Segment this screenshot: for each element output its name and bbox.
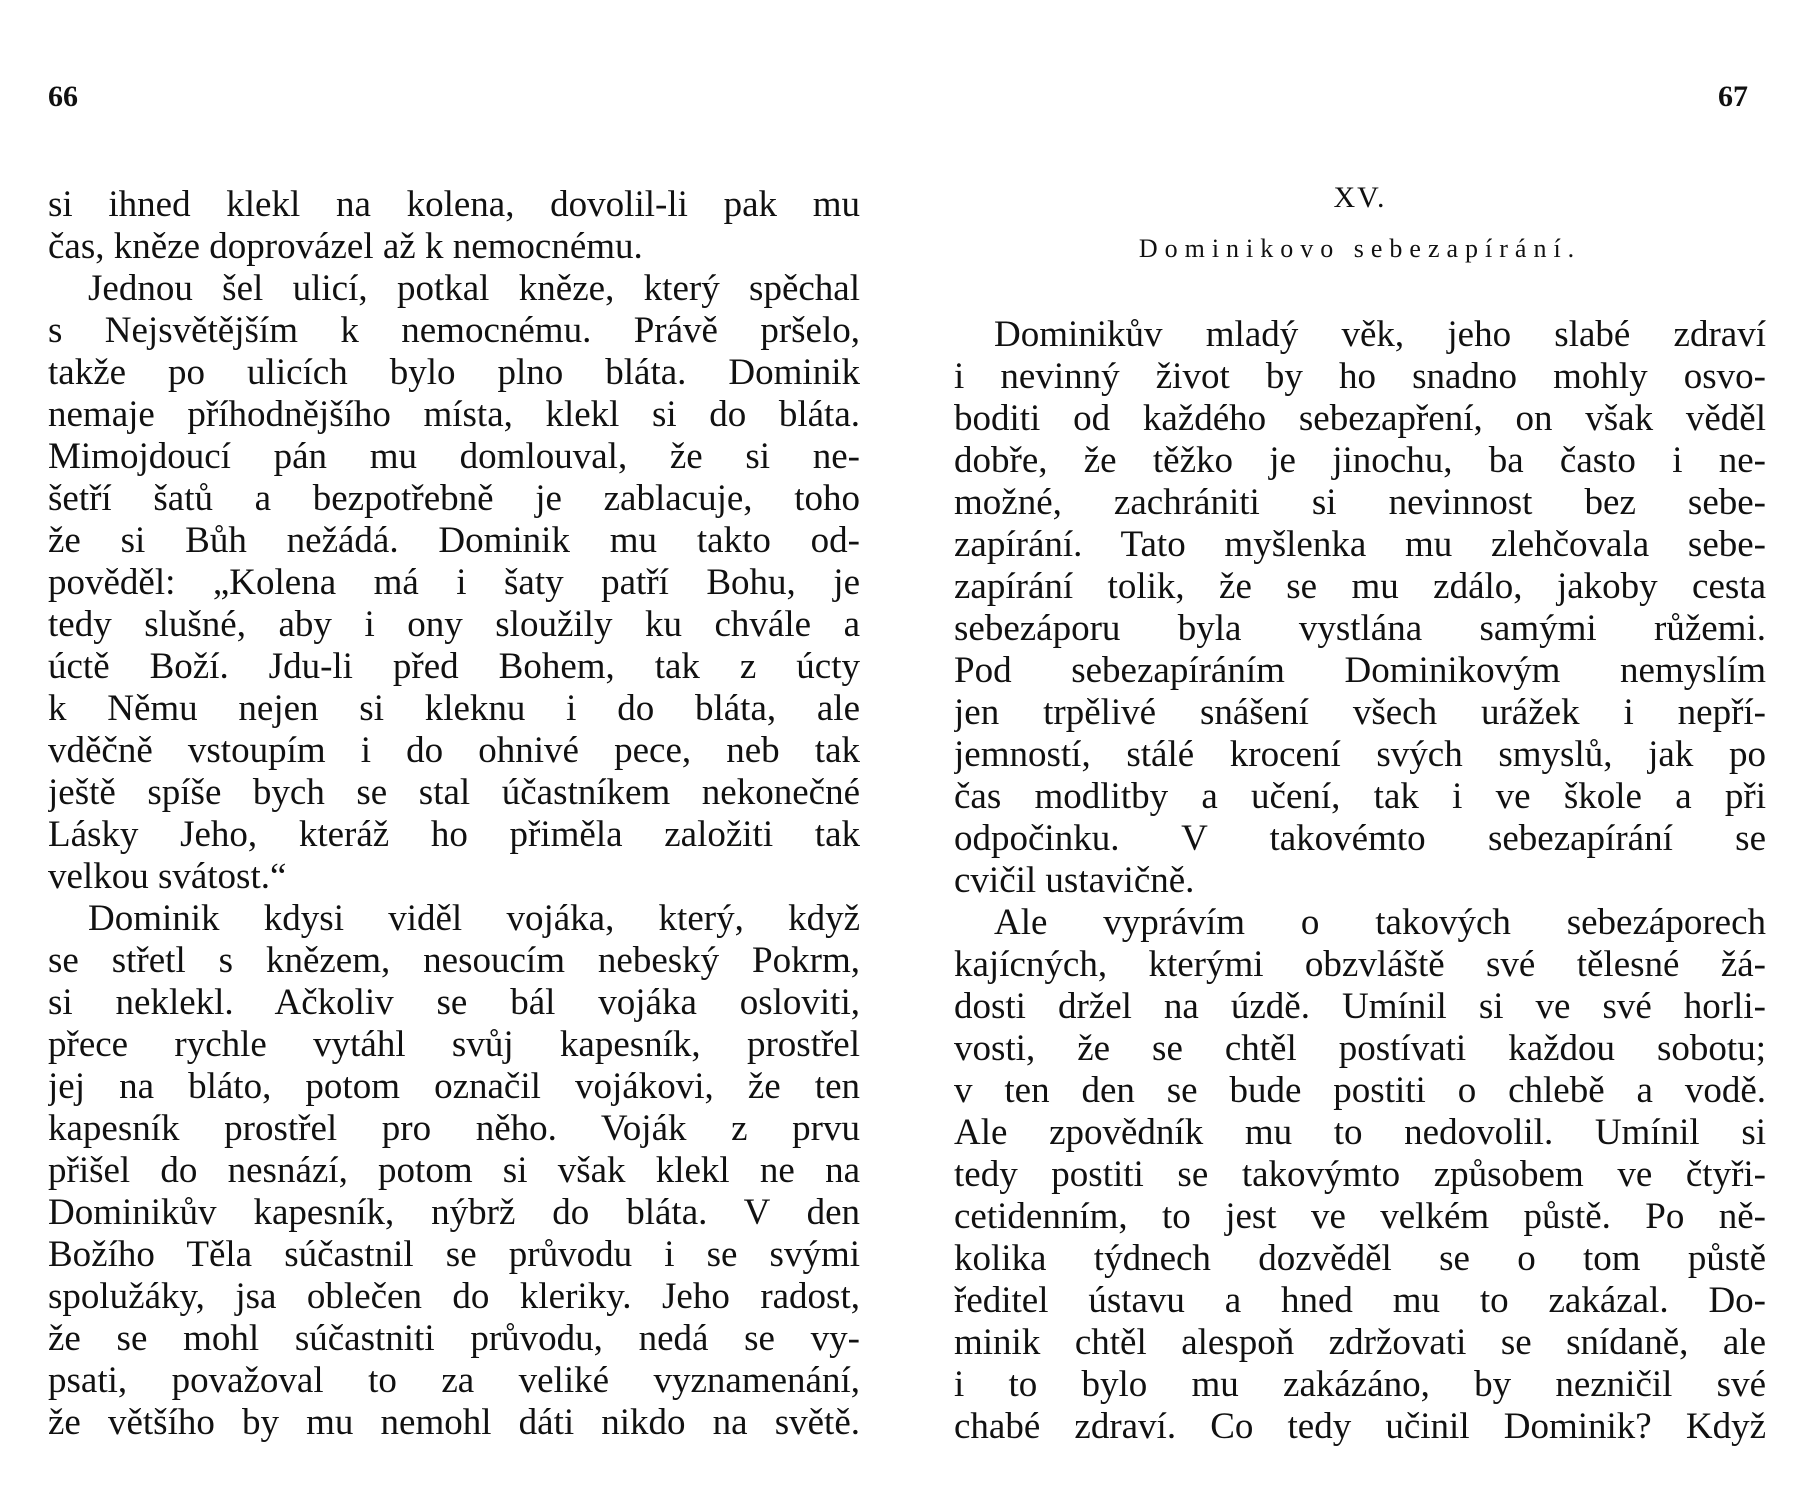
- text-line: ředitel ústavu a hned mu to zakázal. Do-: [954, 1280, 1766, 1321]
- text-line: ještě spíše bych se stal účastníkem nekonečné: [48, 772, 860, 813]
- text-line: dobře, že těžko je jinochu, ba často i ne-: [954, 440, 1766, 481]
- text-line: kajícných, kterými obzvláště své tělesné žá-: [954, 944, 1766, 985]
- text-line: Ale zpovědník mu to nedovolil. Umínil si: [954, 1112, 1766, 1153]
- text-line: Lásky Jeho, kteráž ho přiměla založiti tak: [48, 814, 860, 855]
- text-line: přišel do nesnází, potom si však klekl ne na: [48, 1150, 860, 1191]
- text-line: kolika týdnech dozvěděl se o tom půstě: [954, 1238, 1766, 1279]
- text-line: úctě Boží. Jdu-li před Bohem, tak z úcty: [48, 646, 860, 687]
- text-line: spolužáky, jsa oblečen do kleriky. Jeho radost,: [48, 1276, 860, 1317]
- text-line: nemaje příhodnějšího místa, klekl si do bláta.: [48, 394, 860, 435]
- text-line: Dominikův mladý věk, jeho slabé zdraví: [994, 314, 1766, 355]
- chapter-number: XV.: [1333, 181, 1387, 214]
- text-line: cetidenním, to jest ve velkém půstě. Po ně-: [954, 1196, 1766, 1237]
- text-line: že se mohl súčastniti průvodu, nedá se vy-: [48, 1318, 860, 1359]
- text-line: vděčně vstoupím i do ohnivé pece, neb tak: [48, 730, 860, 771]
- text-line: jen trpělivé snášení všech urážek i nepří-: [954, 692, 1766, 733]
- page-number-left: 66: [48, 80, 78, 113]
- text-line: jemností, stálé krocení svých smyslů, jak po: [954, 734, 1766, 775]
- text-line: čas, kněze doprovázel až k nemocnému.: [48, 226, 643, 267]
- text-line: v ten den se bude postiti o chlebě a vodě.: [954, 1070, 1766, 1111]
- text-line: Ale vyprávím o takových sebezáporech: [994, 902, 1766, 943]
- text-line: Pod sebezapíráním Dominikovým nemyslím: [954, 650, 1766, 691]
- text-line: cvičil ustavičně.: [954, 860, 1195, 901]
- text-line: psati, považoval to za veliké vyznamenání,: [48, 1360, 860, 1401]
- text-line: tedy postiti se takovýmto způsobem ve čtyři-: [954, 1154, 1766, 1195]
- text-line: velkou svátost.“: [48, 856, 287, 897]
- text-line: k Němu nejen si kleknu i do bláta, ale: [48, 688, 860, 729]
- text-line: takže po ulicích bylo plno bláta. Dominik: [48, 352, 860, 393]
- text-line: Božího Těla súčastnil se průvodu i se svými: [48, 1234, 860, 1275]
- text-line: pověděl: „Kolena má i šaty patří Bohu, je: [48, 562, 860, 603]
- text-line: Mimojdoucí pán mu domlouval, že si ne-: [48, 436, 860, 477]
- chapter-title: Dominikovo sebezapírání.: [1138, 234, 1582, 263]
- page-number-right: 67: [1718, 80, 1748, 113]
- text-line: zapírání tolik, že se mu zdálo, jakoby cesta: [954, 566, 1766, 607]
- text-line: i nevinný život by ho snadno mohly osvo-: [954, 356, 1766, 397]
- text-line: Dominik kdysi viděl vojáka, který, když: [88, 898, 860, 939]
- text-line: šetří šatů a bezpotřebně je zablacuje, toho: [48, 478, 860, 519]
- text-line: Jednou šel ulicí, potkal kněze, který spěchal: [88, 268, 860, 309]
- text-line: Dominikův kapesník, nýbrž do bláta. V den: [48, 1192, 860, 1233]
- text-line: chabé zdraví. Co tedy učinil Dominik? Když: [954, 1406, 1766, 1447]
- text-line: se střetl s knězem, nesoucím nebeský Pokrm,: [48, 940, 860, 981]
- text-line: zapírání. Tato myšlenka mu zlehčovala sebe-: [954, 524, 1766, 565]
- text-line: minik chtěl alespoň zdržovati se snídaně, ale: [954, 1322, 1766, 1363]
- left-page-text: [48, 184, 860, 1444]
- text-line: že většího by mu nemohl dáti nikdo na světě.: [48, 1402, 860, 1443]
- text-line: i to bylo mu zakázáno, by nezničil své: [954, 1364, 1766, 1405]
- text-line: dosti držel na úzdě. Umínil si ve své horli-: [954, 986, 1766, 1027]
- text-line: přece rychle vytáhl svůj kapesník, prostřel: [48, 1024, 860, 1065]
- text-line: tedy slušné, aby i ony sloužily ku chvále a: [48, 604, 860, 645]
- text-line: s Nejsvětějším k nemocnému. Právě pršelo,: [48, 310, 860, 351]
- text-line: si neklekl. Ačkoliv se bál vojáka osloviti,: [48, 982, 860, 1023]
- right-page-text: [954, 181, 1766, 1448]
- text-line: sebezáporu byla vystlána samými růžemi.: [954, 608, 1766, 649]
- text-line: že si Bůh nežádá. Dominik mu takto od-: [48, 520, 860, 561]
- text-line: čas modlitby a učení, tak i ve škole a při: [954, 776, 1766, 817]
- text-line: kapesník prostřel pro něho. Voják z prvu: [48, 1108, 860, 1149]
- text-line: odpočinku. V takovémto sebezapírání se: [954, 818, 1766, 859]
- text-line: boditi od každého sebezapření, on však věděl: [954, 398, 1766, 439]
- text-line: vosti, že se chtěl postívati každou sobotu;: [954, 1028, 1766, 1069]
- text-line: si ihned klekl na kolena, dovolil-li pak mu: [48, 184, 860, 225]
- text-line: jej na bláto, potom označil vojákovi, že ten: [48, 1066, 860, 1107]
- text-line: možné, zachrániti si nevinnost bez sebe-: [954, 482, 1766, 523]
